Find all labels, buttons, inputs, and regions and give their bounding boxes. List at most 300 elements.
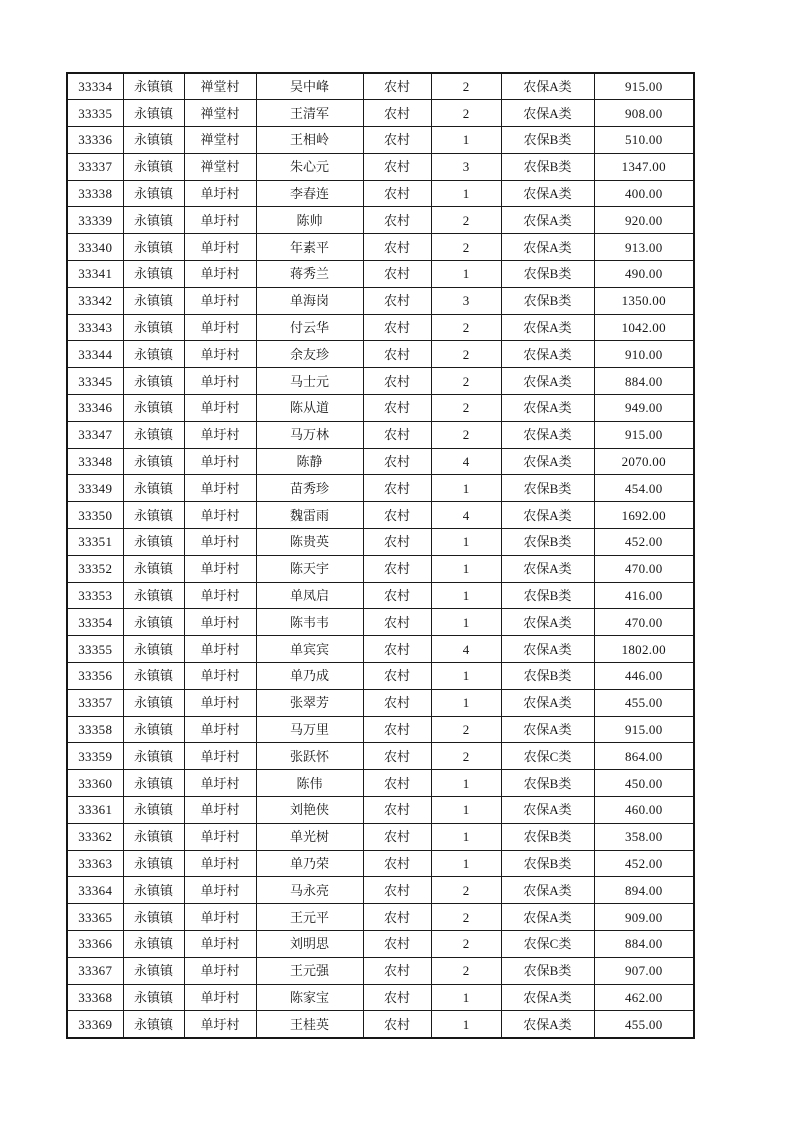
cell-person-name: 陈静 xyxy=(256,448,363,475)
cell-amount: 1347.00 xyxy=(594,153,694,180)
cell-person-count: 2 xyxy=(431,314,501,341)
cell-person-count: 1 xyxy=(431,663,501,690)
cell-insurance-category: 农保B类 xyxy=(501,663,594,690)
cell-village: 单圩村 xyxy=(184,877,256,904)
cell-id: 33336 xyxy=(67,127,123,154)
cell-id: 33347 xyxy=(67,421,123,448)
cell-amount: 462.00 xyxy=(594,984,694,1011)
cell-person-count: 1 xyxy=(431,1011,501,1038)
cell-person-name: 马士元 xyxy=(256,368,363,395)
table-row xyxy=(67,1011,694,1038)
cell-insurance-category: 农保A类 xyxy=(501,341,594,368)
table-row xyxy=(67,636,694,663)
cell-insurance-category: 农保B类 xyxy=(501,823,594,850)
cell-id: 33368 xyxy=(67,984,123,1011)
cell-insurance-category: 农保A类 xyxy=(501,421,594,448)
cell-person-name: 单光树 xyxy=(256,823,363,850)
cell-person-count: 1 xyxy=(431,770,501,797)
cell-village: 单圩村 xyxy=(184,529,256,556)
cell-town: 永镇镇 xyxy=(123,127,184,154)
cell-person-name: 单海岗 xyxy=(256,287,363,314)
cell-town: 永镇镇 xyxy=(123,582,184,609)
cell-village: 单圩村 xyxy=(184,609,256,636)
cell-person-count: 1 xyxy=(431,823,501,850)
cell-village: 单圩村 xyxy=(184,931,256,958)
cell-insurance-category: 农保B类 xyxy=(501,287,594,314)
cell-town: 永镇镇 xyxy=(123,153,184,180)
cell-insurance-category: 农保B类 xyxy=(501,957,594,984)
cell-town: 永镇镇 xyxy=(123,368,184,395)
cell-id: 33361 xyxy=(67,797,123,824)
cell-person-count: 1 xyxy=(431,529,501,556)
cell-id: 33366 xyxy=(67,931,123,958)
cell-town: 永镇镇 xyxy=(123,609,184,636)
table-row xyxy=(67,475,694,502)
cell-town: 永镇镇 xyxy=(123,850,184,877)
cell-insurance-category: 农保A类 xyxy=(501,904,594,931)
cell-area-type: 农村 xyxy=(363,529,431,556)
cell-person-count: 2 xyxy=(431,341,501,368)
cell-amount: 450.00 xyxy=(594,770,694,797)
cell-id: 33363 xyxy=(67,850,123,877)
cell-person-count: 1 xyxy=(431,984,501,1011)
cell-id: 33365 xyxy=(67,904,123,931)
cell-town: 永镇镇 xyxy=(123,502,184,529)
cell-village: 单圩村 xyxy=(184,1011,256,1038)
cell-id: 33349 xyxy=(67,475,123,502)
table-row xyxy=(67,287,694,314)
cell-person-count: 1 xyxy=(431,555,501,582)
cell-person-count: 1 xyxy=(431,127,501,154)
cell-person-name: 付云华 xyxy=(256,314,363,341)
cell-insurance-category: 农保A类 xyxy=(501,73,594,100)
cell-amount: 400.00 xyxy=(594,180,694,207)
cell-insurance-category: 农保A类 xyxy=(501,502,594,529)
cell-person-count: 2 xyxy=(431,234,501,261)
cell-person-count: 1 xyxy=(431,261,501,288)
cell-person-name: 蒋秀兰 xyxy=(256,261,363,288)
cell-town: 永镇镇 xyxy=(123,529,184,556)
cell-amount: 452.00 xyxy=(594,529,694,556)
cell-village: 单圩村 xyxy=(184,797,256,824)
cell-person-name: 苗秀珍 xyxy=(256,475,363,502)
cell-village: 单圩村 xyxy=(184,555,256,582)
cell-amount: 416.00 xyxy=(594,582,694,609)
cell-town: 永镇镇 xyxy=(123,689,184,716)
cell-insurance-category: 农保A类 xyxy=(501,207,594,234)
cell-area-type: 农村 xyxy=(363,475,431,502)
cell-person-name: 张跃怀 xyxy=(256,743,363,770)
cell-person-count: 3 xyxy=(431,153,501,180)
cell-area-type: 农村 xyxy=(363,609,431,636)
cell-person-name: 王相岭 xyxy=(256,127,363,154)
cell-village: 单圩村 xyxy=(184,180,256,207)
cell-insurance-category: 农保A类 xyxy=(501,1011,594,1038)
cell-area-type: 农村 xyxy=(363,368,431,395)
cell-area-type: 农村 xyxy=(363,207,431,234)
cell-person-count: 4 xyxy=(431,448,501,475)
cell-person-count: 4 xyxy=(431,636,501,663)
table-row xyxy=(67,100,694,127)
cell-person-name: 单乃成 xyxy=(256,663,363,690)
cell-town: 永镇镇 xyxy=(123,1011,184,1038)
cell-insurance-category: 农保B类 xyxy=(501,261,594,288)
cell-area-type: 农村 xyxy=(363,770,431,797)
cell-amount: 884.00 xyxy=(594,368,694,395)
cell-town: 永镇镇 xyxy=(123,314,184,341)
cell-person-name: 魏雷雨 xyxy=(256,502,363,529)
cell-amount: 907.00 xyxy=(594,957,694,984)
cell-person-name: 马万里 xyxy=(256,716,363,743)
cell-town: 永镇镇 xyxy=(123,555,184,582)
cell-village: 单圩村 xyxy=(184,743,256,770)
table-row xyxy=(67,314,694,341)
table-row xyxy=(67,689,694,716)
cell-village: 单圩村 xyxy=(184,770,256,797)
cell-amount: 908.00 xyxy=(594,100,694,127)
cell-id: 33341 xyxy=(67,261,123,288)
cell-id: 33356 xyxy=(67,663,123,690)
cell-id: 33345 xyxy=(67,368,123,395)
cell-id: 33353 xyxy=(67,582,123,609)
cell-person-name: 张翠芳 xyxy=(256,689,363,716)
cell-id: 33355 xyxy=(67,636,123,663)
cell-village: 单圩村 xyxy=(184,502,256,529)
table-row xyxy=(67,153,694,180)
cell-id: 33351 xyxy=(67,529,123,556)
cell-village: 禅堂村 xyxy=(184,73,256,100)
cell-amount: 455.00 xyxy=(594,689,694,716)
cell-amount: 454.00 xyxy=(594,475,694,502)
cell-area-type: 农村 xyxy=(363,234,431,261)
cell-town: 永镇镇 xyxy=(123,234,184,261)
table-row xyxy=(67,529,694,556)
cell-town: 永镇镇 xyxy=(123,180,184,207)
cell-person-name: 陈从道 xyxy=(256,395,363,422)
cell-area-type: 农村 xyxy=(363,261,431,288)
cell-person-name: 单乃荣 xyxy=(256,850,363,877)
cell-id: 33358 xyxy=(67,716,123,743)
cell-person-name: 陈帅 xyxy=(256,207,363,234)
cell-insurance-category: 农保A类 xyxy=(501,395,594,422)
cell-town: 永镇镇 xyxy=(123,770,184,797)
cell-amount: 915.00 xyxy=(594,716,694,743)
cell-id: 33348 xyxy=(67,448,123,475)
cell-person-name: 马万林 xyxy=(256,421,363,448)
cell-person-count: 2 xyxy=(431,904,501,931)
table-row xyxy=(67,421,694,448)
cell-village: 单圩村 xyxy=(184,234,256,261)
cell-person-name: 马永亮 xyxy=(256,877,363,904)
cell-town: 永镇镇 xyxy=(123,797,184,824)
cell-town: 永镇镇 xyxy=(123,395,184,422)
cell-area-type: 农村 xyxy=(363,73,431,100)
cell-insurance-category: 农保A类 xyxy=(501,368,594,395)
cell-amount: 460.00 xyxy=(594,797,694,824)
cell-area-type: 农村 xyxy=(363,314,431,341)
cell-id: 33364 xyxy=(67,877,123,904)
cell-area-type: 农村 xyxy=(363,100,431,127)
cell-amount: 470.00 xyxy=(594,555,694,582)
cell-area-type: 农村 xyxy=(363,689,431,716)
cell-person-count: 1 xyxy=(431,797,501,824)
cell-id: 33350 xyxy=(67,502,123,529)
cell-village: 单圩村 xyxy=(184,368,256,395)
cell-amount: 2070.00 xyxy=(594,448,694,475)
cell-person-name: 李春连 xyxy=(256,180,363,207)
cell-insurance-category: 农保C类 xyxy=(501,931,594,958)
cell-area-type: 农村 xyxy=(363,582,431,609)
table-row xyxy=(67,984,694,1011)
cell-insurance-category: 农保A类 xyxy=(501,984,594,1011)
cell-town: 永镇镇 xyxy=(123,207,184,234)
cell-village: 单圩村 xyxy=(184,341,256,368)
cell-person-count: 2 xyxy=(431,877,501,904)
cell-area-type: 农村 xyxy=(363,153,431,180)
cell-area-type: 农村 xyxy=(363,1011,431,1038)
cell-person-name: 陈家宝 xyxy=(256,984,363,1011)
cell-area-type: 农村 xyxy=(363,448,431,475)
cell-person-name: 王清军 xyxy=(256,100,363,127)
cell-insurance-category: 农保B类 xyxy=(501,529,594,556)
cell-town: 永镇镇 xyxy=(123,421,184,448)
table-row xyxy=(67,180,694,207)
cell-amount: 1350.00 xyxy=(594,287,694,314)
cell-insurance-category: 农保B类 xyxy=(501,475,594,502)
cell-area-type: 农村 xyxy=(363,421,431,448)
table-row xyxy=(67,770,694,797)
cell-insurance-category: 农保B类 xyxy=(501,127,594,154)
cell-village: 单圩村 xyxy=(184,287,256,314)
cell-amount: 455.00 xyxy=(594,1011,694,1038)
cell-id: 33357 xyxy=(67,689,123,716)
benefits-table xyxy=(66,72,695,1039)
cell-person-name: 王元平 xyxy=(256,904,363,931)
cell-town: 永镇镇 xyxy=(123,448,184,475)
table-row xyxy=(67,904,694,931)
cell-town: 永镇镇 xyxy=(123,73,184,100)
cell-insurance-category: 农保A类 xyxy=(501,636,594,663)
table-row xyxy=(67,931,694,958)
cell-area-type: 农村 xyxy=(363,395,431,422)
cell-id: 33346 xyxy=(67,395,123,422)
cell-village: 单圩村 xyxy=(184,207,256,234)
cell-insurance-category: 农保A类 xyxy=(501,180,594,207)
cell-insurance-category: 农保A类 xyxy=(501,100,594,127)
table-row xyxy=(67,395,694,422)
cell-village: 单圩村 xyxy=(184,716,256,743)
cell-person-count: 1 xyxy=(431,850,501,877)
cell-person-count: 4 xyxy=(431,502,501,529)
table-row xyxy=(67,555,694,582)
cell-insurance-category: 农保B类 xyxy=(501,770,594,797)
cell-person-count: 2 xyxy=(431,421,501,448)
cell-person-count: 2 xyxy=(431,395,501,422)
cell-insurance-category: 农保B类 xyxy=(501,850,594,877)
cell-village: 单圩村 xyxy=(184,957,256,984)
cell-area-type: 农村 xyxy=(363,127,431,154)
cell-amount: 894.00 xyxy=(594,877,694,904)
cell-village: 单圩村 xyxy=(184,582,256,609)
cell-insurance-category: 农保A类 xyxy=(501,234,594,261)
cell-person-count: 2 xyxy=(431,743,501,770)
cell-town: 永镇镇 xyxy=(123,743,184,770)
cell-insurance-category: 农保A类 xyxy=(501,555,594,582)
cell-area-type: 农村 xyxy=(363,957,431,984)
cell-town: 永镇镇 xyxy=(123,287,184,314)
cell-village: 单圩村 xyxy=(184,314,256,341)
cell-amount: 864.00 xyxy=(594,743,694,770)
cell-person-count: 2 xyxy=(431,100,501,127)
cell-area-type: 农村 xyxy=(363,341,431,368)
table-row xyxy=(67,743,694,770)
cell-person-count: 2 xyxy=(431,368,501,395)
cell-amount: 909.00 xyxy=(594,904,694,931)
cell-village: 单圩村 xyxy=(184,904,256,931)
cell-insurance-category: 农保B类 xyxy=(501,153,594,180)
cell-person-count: 2 xyxy=(431,716,501,743)
cell-area-type: 农村 xyxy=(363,180,431,207)
cell-insurance-category: 农保B类 xyxy=(501,582,594,609)
cell-person-name: 刘艳侠 xyxy=(256,797,363,824)
cell-amount: 884.00 xyxy=(594,931,694,958)
cell-amount: 910.00 xyxy=(594,341,694,368)
cell-town: 永镇镇 xyxy=(123,904,184,931)
table-row xyxy=(67,957,694,984)
cell-person-count: 1 xyxy=(431,180,501,207)
cell-amount: 920.00 xyxy=(594,207,694,234)
cell-amount: 1802.00 xyxy=(594,636,694,663)
cell-amount: 915.00 xyxy=(594,421,694,448)
cell-id: 33343 xyxy=(67,314,123,341)
cell-person-name: 吴中峰 xyxy=(256,73,363,100)
cell-area-type: 农村 xyxy=(363,743,431,770)
cell-id: 33344 xyxy=(67,341,123,368)
cell-area-type: 农村 xyxy=(363,716,431,743)
cell-person-name: 陈韦韦 xyxy=(256,609,363,636)
cell-amount: 510.00 xyxy=(594,127,694,154)
cell-person-count: 2 xyxy=(431,207,501,234)
cell-person-count: 1 xyxy=(431,582,501,609)
cell-village: 单圩村 xyxy=(184,475,256,502)
cell-person-name: 陈贵英 xyxy=(256,529,363,556)
cell-person-count: 1 xyxy=(431,475,501,502)
cell-town: 永镇镇 xyxy=(123,716,184,743)
cell-village: 单圩村 xyxy=(184,984,256,1011)
cell-amount: 358.00 xyxy=(594,823,694,850)
cell-village: 单圩村 xyxy=(184,421,256,448)
cell-person-name: 朱心元 xyxy=(256,153,363,180)
cell-id: 33334 xyxy=(67,73,123,100)
cell-village: 单圩村 xyxy=(184,689,256,716)
cell-village: 单圩村 xyxy=(184,261,256,288)
cell-person-count: 2 xyxy=(431,73,501,100)
cell-person-name: 陈天宇 xyxy=(256,555,363,582)
cell-town: 永镇镇 xyxy=(123,475,184,502)
cell-person-name: 王桂英 xyxy=(256,1011,363,1038)
cell-village: 禅堂村 xyxy=(184,127,256,154)
table-row xyxy=(67,207,694,234)
cell-id: 33360 xyxy=(67,770,123,797)
table-row xyxy=(67,502,694,529)
table-row xyxy=(67,261,694,288)
cell-town: 永镇镇 xyxy=(123,636,184,663)
cell-area-type: 农村 xyxy=(363,287,431,314)
cell-id: 33359 xyxy=(67,743,123,770)
cell-area-type: 农村 xyxy=(363,850,431,877)
cell-village: 单圩村 xyxy=(184,850,256,877)
cell-id: 33362 xyxy=(67,823,123,850)
cell-id: 33352 xyxy=(67,555,123,582)
table-row xyxy=(67,716,694,743)
cell-insurance-category: 农保A类 xyxy=(501,448,594,475)
cell-area-type: 农村 xyxy=(363,904,431,931)
cell-area-type: 农村 xyxy=(363,984,431,1011)
cell-amount: 915.00 xyxy=(594,73,694,100)
table-row xyxy=(67,127,694,154)
cell-town: 永镇镇 xyxy=(123,823,184,850)
cell-id: 33339 xyxy=(67,207,123,234)
cell-amount: 446.00 xyxy=(594,663,694,690)
cell-area-type: 农村 xyxy=(363,931,431,958)
cell-id: 33337 xyxy=(67,153,123,180)
cell-id: 33340 xyxy=(67,234,123,261)
table-row xyxy=(67,797,694,824)
cell-insurance-category: 农保A类 xyxy=(501,877,594,904)
table-row xyxy=(67,582,694,609)
cell-town: 永镇镇 xyxy=(123,663,184,690)
cell-person-name: 单凤启 xyxy=(256,582,363,609)
cell-id: 33335 xyxy=(67,100,123,127)
table-row xyxy=(67,341,694,368)
cell-id: 33338 xyxy=(67,180,123,207)
cell-person-name: 单宾宾 xyxy=(256,636,363,663)
cell-person-name: 刘明思 xyxy=(256,931,363,958)
cell-insurance-category: 农保A类 xyxy=(501,716,594,743)
cell-person-count: 2 xyxy=(431,957,501,984)
cell-person-name: 年素平 xyxy=(256,234,363,261)
cell-amount: 949.00 xyxy=(594,395,694,422)
cell-amount: 913.00 xyxy=(594,234,694,261)
cell-insurance-category: 农保A类 xyxy=(501,314,594,341)
cell-village: 禅堂村 xyxy=(184,100,256,127)
cell-town: 永镇镇 xyxy=(123,957,184,984)
table-row xyxy=(67,609,694,636)
cell-town: 永镇镇 xyxy=(123,341,184,368)
cell-id: 33342 xyxy=(67,287,123,314)
table-row xyxy=(67,368,694,395)
cell-town: 永镇镇 xyxy=(123,877,184,904)
cell-area-type: 农村 xyxy=(363,797,431,824)
cell-amount: 470.00 xyxy=(594,609,694,636)
cell-insurance-category: 农保A类 xyxy=(501,797,594,824)
cell-id: 33369 xyxy=(67,1011,123,1038)
cell-area-type: 农村 xyxy=(363,636,431,663)
cell-person-count: 3 xyxy=(431,287,501,314)
cell-amount: 490.00 xyxy=(594,261,694,288)
cell-area-type: 农村 xyxy=(363,502,431,529)
table-body xyxy=(67,73,694,1038)
table-row xyxy=(67,448,694,475)
table-row xyxy=(67,73,694,100)
cell-town: 永镇镇 xyxy=(123,261,184,288)
cell-village: 单圩村 xyxy=(184,636,256,663)
table-row xyxy=(67,663,694,690)
cell-town: 永镇镇 xyxy=(123,100,184,127)
cell-person-count: 1 xyxy=(431,609,501,636)
cell-insurance-category: 农保A类 xyxy=(501,609,594,636)
cell-area-type: 农村 xyxy=(363,663,431,690)
